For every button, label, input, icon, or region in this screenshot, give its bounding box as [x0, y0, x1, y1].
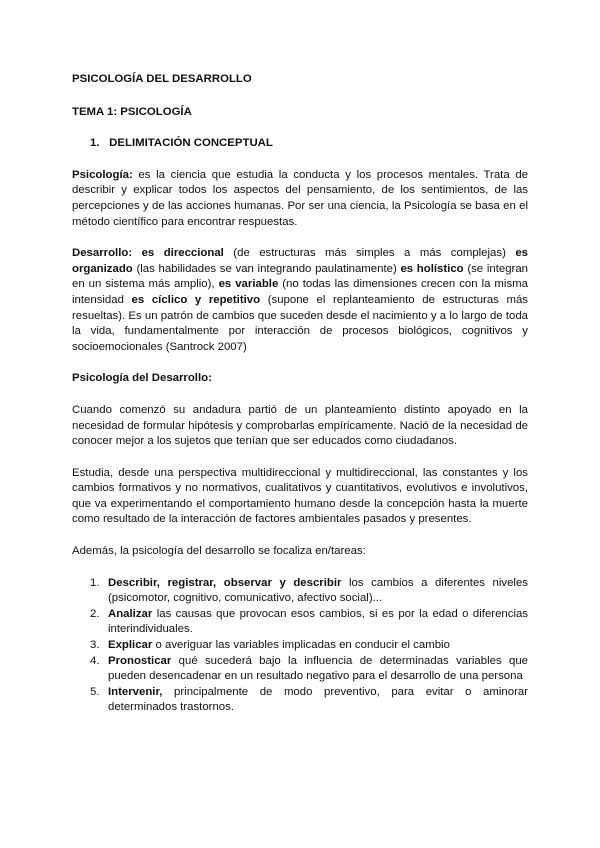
trait-organizado: es organizado	[72, 247, 528, 275]
list-item-number: 1.	[90, 576, 100, 589]
list-item-number: 4.	[90, 654, 100, 667]
list-item-number: 2.	[90, 607, 100, 620]
section-number: 1.	[90, 137, 100, 150]
list-item	[90, 638, 528, 654]
list-item-keyword: Intervenir,	[108, 685, 163, 698]
list-item	[90, 576, 528, 607]
desc-direccional: (de estructuras más simples a más complejas)	[223, 247, 516, 260]
desc-variable: (no todas las dimensiones crecen con la misma intensidad	[72, 278, 528, 306]
section-heading	[90, 136, 528, 152]
paragraph-desarrollo	[72, 246, 528, 355]
list-item-keyword: Explicar	[108, 639, 153, 652]
trait-variable: es variable	[218, 278, 279, 291]
list-item	[90, 607, 528, 638]
trait-ciclico: es cíclico y repetitivo	[131, 293, 261, 306]
paragraph-psicologia	[72, 168, 528, 230]
trait-holistico: es holístico	[400, 262, 464, 275]
paragraph-origen: Cuando comenzó su andadura partió de un planteamiento distinto apoyado en la necesidad de formular hipótesis y comprobarlas empíricamente. Nació de la necesidad de conocer mejor a los sujetos que tenían que ser educados como ciudadanos.	[72, 403, 528, 448]
desc-organizado: (las habilidades se van integrando paulatinamente)	[132, 262, 401, 275]
list-item-text: qué sucederá bajo la influencia de determinadas variables que pueden desencadenar en un resultado negativo para el desarrollo de una persona	[108, 654, 528, 683]
list-item-text: principalmente de modo preventivo, para evitar o aminorar determinados trastornos.	[108, 685, 528, 714]
paragraph-estudia: Estudia, desde una perspectiva multidireccional y multidireccional, las constantes y los cambios formativos y no normativos, cualitativos y cuantitativos, evolutivos e involutivos, que va experimentando el comportamiento humano desde la concepción hasta la muerte como resultado de la interacción de factores ambientales pasados y presentes.	[72, 466, 528, 526]
trait-direccional: es direccional	[132, 247, 224, 260]
list-item-keyword: Analizar	[108, 607, 153, 620]
list-item-keyword: Describir, registrar, observar y describir	[108, 576, 342, 589]
tasks-list	[72, 576, 528, 716]
document-page	[72, 72, 528, 716]
topic-title: TEMA 1: PSICOLOGÍA	[72, 105, 192, 118]
subheading-psicologia-desarrollo: Psicología del Desarrollo:	[72, 372, 212, 385]
term-psicologia: Psicología:	[72, 168, 133, 181]
list-item-number: 3.	[90, 639, 100, 652]
paragraph-ademas: Además, la psicología del desarrollo se focaliza en/tareas:	[72, 545, 366, 558]
list-item-text: o averiguar las variables implicadas en conducir el cambio	[152, 639, 450, 652]
document-title: PSICOLOGÍA DEL DESARROLLO	[72, 73, 252, 85]
list-item	[90, 654, 528, 685]
list-item-text: los cambios a diferentes niveles (psicomotor, cognitivo, comunicativo, afectivo social)...	[108, 576, 528, 605]
desc-ciclico: (supone el replanteamiento de estructuras más resueltas). Es un patrón de cambios que suceden desde el nacimiento y a lo largo de toda la vida, fundamentalmente por interacción de procesos biológicos, cognitivos y socioemocionales (Santrock 2007)	[72, 293, 528, 353]
section-title: DELIMITACIÓN CONCEPTUAL	[109, 137, 273, 150]
desc-holistico: (se integran en un sistema más amplio),	[72, 262, 528, 291]
list-item	[90, 685, 528, 716]
list-item-keyword: Pronosticar	[108, 654, 172, 667]
list-item-number: 5.	[90, 685, 100, 698]
list-item-text: las causas que provocan esos cambios, si es por la edad o diferencias interindividuales.	[108, 607, 528, 636]
definition-psicologia: es la ciencia que estudia la conducta y los procesos mentales. Trata de describir y explicar todos los aspectos del pensamiento, de los sentimientos, de las percepciones y de las acciones humanas. Por ser una ciencia, la Psicología se basa en el método científico para encontrar respuestas.	[72, 168, 528, 228]
term-desarrollo: Desarrollo:	[72, 247, 133, 260]
